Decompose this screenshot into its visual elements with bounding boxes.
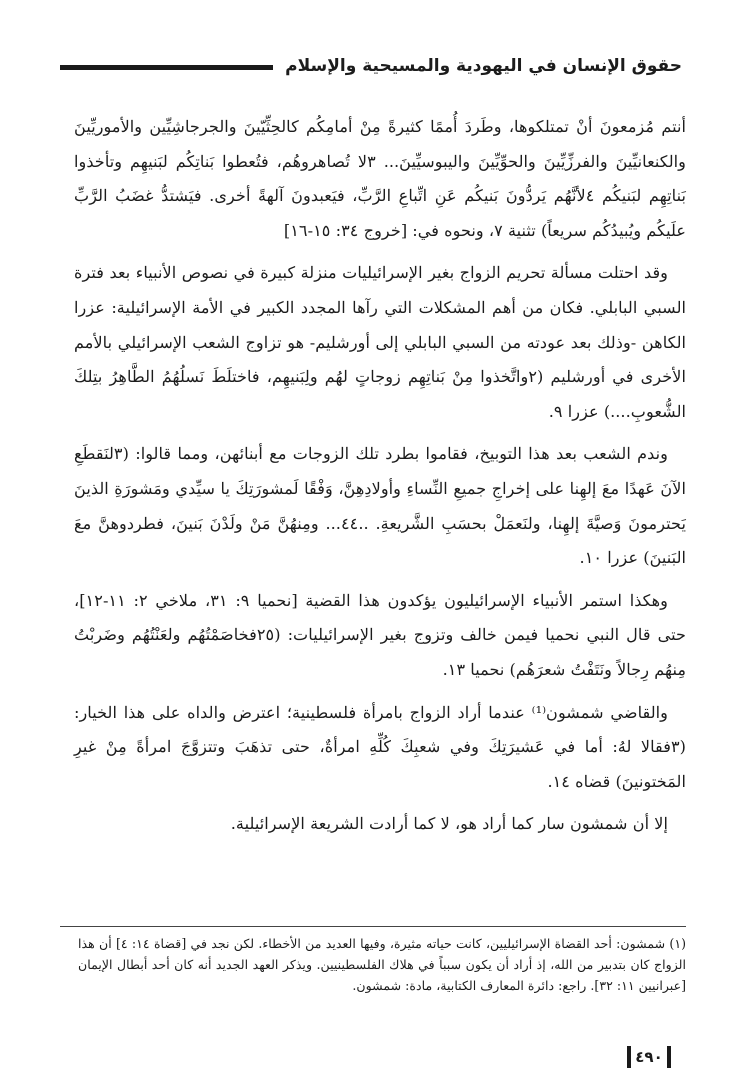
paragraph-2: وقد احتلت مسألة تحريم الزواج بغير الإسرائيليات منزلة كبيرة في نصوص الأنبياء بعد فترة السبي البابلي. فكان من أهم المشكلات التي رآها المجدد الكبير في الأمة الإسرائيلية: عزرا الكاهن -وذلك بعد عودته من السبي البابلي إلى أورشليم- هو تزاوج الشعب الإسرائيلي بالأمم الأخرى في أورشليم (٢واتَّخذوا مِنْ بَناتِهِم زوجاتٍ لهُم ولِبَنيهِم، فاختلَطَ نَسلُهُمُ الطَّاهِرُ بتِلكَ الشُّعوبِ....) عزرا ٩. (74, 263, 686, 421)
running-header (60, 50, 682, 82)
footnote (78, 933, 686, 996)
footnote-1: (١) شمشون: أحد القضاة الإسرائيليين، كانت حياته مثيرة، وفيها العديد من الأخطاء. لكن نجد في [قضاة ١٤: ٤] أن هذا الزواج كان بتدبير من الله، إذ أراد أن يكون سبباً في هلاك الفلسطينيين. ويذكر العهد الجديد أنه كان أحد أبطال الإيمان [عبرانيين ١١: ٣٢]. راجع: دائرة المعارف الكتابية، مادة: شمشون. (78, 936, 686, 993)
page-number-bar-right (667, 1046, 671, 1068)
header-rule (60, 65, 273, 70)
page-number: ٤٩٠ (635, 1048, 663, 1066)
paragraph-1: أنتم مُزمعونَ أنْ تمتلكوها، وطَردَ أُممًا كثيرةً مِنْ أمامِكُم كالحِثِّيّينَ والجرجاشِيِّين والأموريِّينَ والكنعانيِّينَ والفرزِّيِّينَ والحوِّيِّينَ واليبوسيِّينَ... ٣لا تُصاهروهُم، فتُعطوا بَناتِكُم لبَنيهِم وتأخذوا بَناتِهِم لبَنيكُم ٤لأنَّهُم يَردُّونَ بَنيكُم عَنِ اتِّباعِ الرَّبِّ، فيَعبدونَ آلهةً أخرى. فيَشتدُّ غضَبُ الرَّبِّ علَيكُم ويُبيدُكُم سريعاً) تثنية ٧، ونحوه في: [خروج ٣٤: ١٥-١٦] (74, 117, 686, 240)
paragraph-3: وندم الشعب بعد هذا التوبيخ، فقاموا بطرد تلك الزوجات مع أبنائهن، ومما قالوا: (٣لنَقطَعِ الآنَ عَهدًا معَ إلهِنا على إخراجِ جميعِ النِّساءِ وأولادِهِنَّ، وَفْقًا لَمشورَتِكَ يا سيِّدي ومَشورَةِ الذينَ يَحترمونَ وَصيَّةَ إلهِنا، ولنَعمَلْ بحسَبِ الشَّريعةِ. ..٤٤... ومِنهُنَّ مَنْ ولَدْنَ بَنينَ، فطردوهنَّ معَ البَنينَ) عزرا ١٠. (74, 444, 686, 568)
paragraph-6: إلا أن شمشون سار كما أراد هو، لا كما أرادت الشريعة الإسرائيلية. (230, 814, 668, 834)
book-title: حقوق الإنسان في اليهودية والمسيحية والإسلام (285, 56, 682, 76)
paragraph-5: والقاضي شمشون⁽¹⁾ عندما أراد الزواج بامرأة فلسطينية؛ اعترض والداه على هذا الخيار: (٣فقالا لهُ: أما في عَشيرَتِكَ وفي شعبِكَ كُلِّهِ امرأةٌ، حتى تذهَبَ وتتزوَّجَ امرأةً مِنْ غيرِ المَختونينَ) قضاه ١٤. (74, 702, 686, 791)
page-number-box (622, 1044, 676, 1070)
main-text (74, 110, 686, 850)
footnote-separator (60, 926, 686, 927)
paragraph-4: وهكذا استمر الأنبياء الإسرائيليون يؤكدون هذا القضية [نحميا ٩: ٣١، ملاخي ٢: ١١-١٢]، حتى قال النبي نحميا فيمن خالف وتزوج بغير الإسرائيليات: (٢٥فخاصَمْتُهُم ولعَنْتُهُم وضَربْتُ مِنهُم رِجالاً ونَتَفْتُ شعرَهُم) نحميا ١٣. (74, 590, 686, 679)
